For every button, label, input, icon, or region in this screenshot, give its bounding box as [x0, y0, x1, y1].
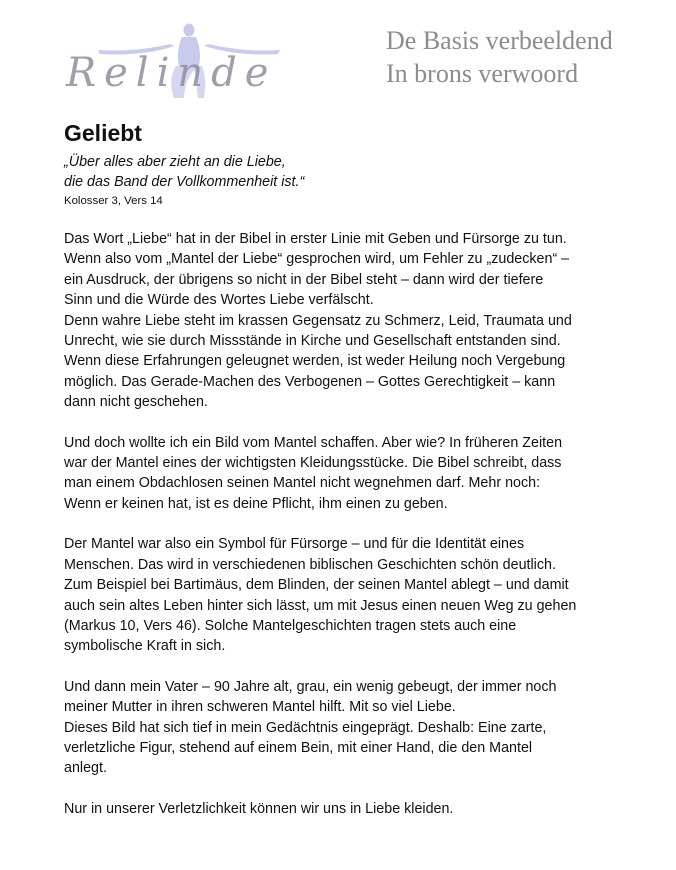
quote-line: „Über alles aber zieht an die Liebe, [64, 154, 286, 170]
text-line: Unrecht, wie sie durch Missstände in Kirche und Gesellschaft entstanden sind. [64, 333, 561, 350]
text-line: ein Ausdruck, der übrigens so nicht in der Bibel steht – dann wird der tiefere [64, 271, 544, 288]
text-line: Denn wahre Liebe steht im krassen Gegensatz zu Schmerz, Leid, Traumata und [64, 312, 572, 329]
text-line: (Markus 10, Vers 46). Solche Mantelgeschichten tragen stets auch eine [64, 617, 517, 634]
text-line: möglich. Das Gerade-Machen des Verbogenen – Gottes Gerechtigkeit – kann [64, 373, 556, 390]
paragraph [64, 677, 624, 779]
relinde-logo [58, 22, 298, 102]
paragraph [64, 433, 624, 515]
text-line: Sinn und die Würde des Wortes Liebe verfälscht. [64, 292, 374, 309]
text-line: dann nicht geschehen. [64, 394, 208, 411]
text-line: verletzliche Figur, stehend auf einem Bein, mit einer Hand, die den Mantel [64, 739, 533, 756]
bible-quote [64, 152, 624, 192]
quote-source: Kolosser 3, Vers 14 [64, 195, 163, 207]
text-line: Nur in unserer Verletzlichkeit können wir uns in Liebe kleiden. [64, 800, 454, 817]
text-line: meiner Mutter in ihren schweren Mantel hilft. Mit so viel Liebe. [64, 699, 456, 716]
article [64, 118, 624, 819]
paragraph [64, 229, 624, 413]
text-line: man einem Obdachlosen seinen Mantel nicht wegnehmen darf. Mehr noch: [64, 475, 541, 492]
text-line: auch sein altes Leben hinter sich lässt, um mit Jesus einen neuen Weg zu gehen [64, 597, 577, 614]
logo-text: Relinde [66, 50, 277, 96]
text-line: Das Wort „Liebe“ hat in der Bibel in erster Linie mit Geben und Fürsorge zu tun. [64, 231, 567, 247]
text-line: war der Mantel eines der wichtigsten Kleidungsstücke. Die Bibel schreibt, dass [64, 455, 562, 472]
tagline [386, 24, 613, 90]
text-line: Der Mantel war also ein Symbol für Fürsorge – und für die Identität eines [64, 536, 525, 553]
text-line: anlegt. [64, 760, 107, 777]
text-line: Wenn also vom „Mantel der Liebe“ gesprochen wird, um Fehler zu „zudecken“ – [64, 251, 570, 268]
text-line: Wenn er keinen hat, ist es deine Pflicht, ihm einen zu geben. [64, 495, 448, 512]
quote-line: die das Band der Vollkommenheit ist.“ [64, 174, 305, 190]
paragraph [64, 799, 624, 819]
text-line: Und dann mein Vater – 90 Jahre alt, grau, ein wenig gebeugt, der immer noch [64, 678, 557, 695]
text-line: symbolische Kraft in sich. [64, 638, 226, 655]
text-line: Zum Beispiel bei Bartimäus, dem Blinden, der seinen Mantel ablegt – und damit [64, 577, 569, 594]
page-header [0, 0, 676, 110]
tagline-line: De Basis verbeeldend [386, 26, 613, 55]
text-line: Dieses Bild hat sich tief in mein Gedächtnis eingeprägt. Deshalb: Eine zarte, [64, 719, 547, 736]
paragraph [64, 534, 624, 656]
text-line: Menschen. Das wird in verschiedenen biblischen Geschichten schön deutlich. [64, 556, 556, 573]
article-title: Geliebt [64, 120, 142, 146]
tagline-line: In brons verwoord [386, 59, 579, 88]
text-line: Wenn diese Erfahrungen geleugnet werden, ist weder Heilung noch Vergebung [64, 353, 566, 370]
text-line: Und doch wollte ich ein Bild vom Mantel schaffen. Aber wie? In früheren Zeiten [64, 434, 563, 451]
